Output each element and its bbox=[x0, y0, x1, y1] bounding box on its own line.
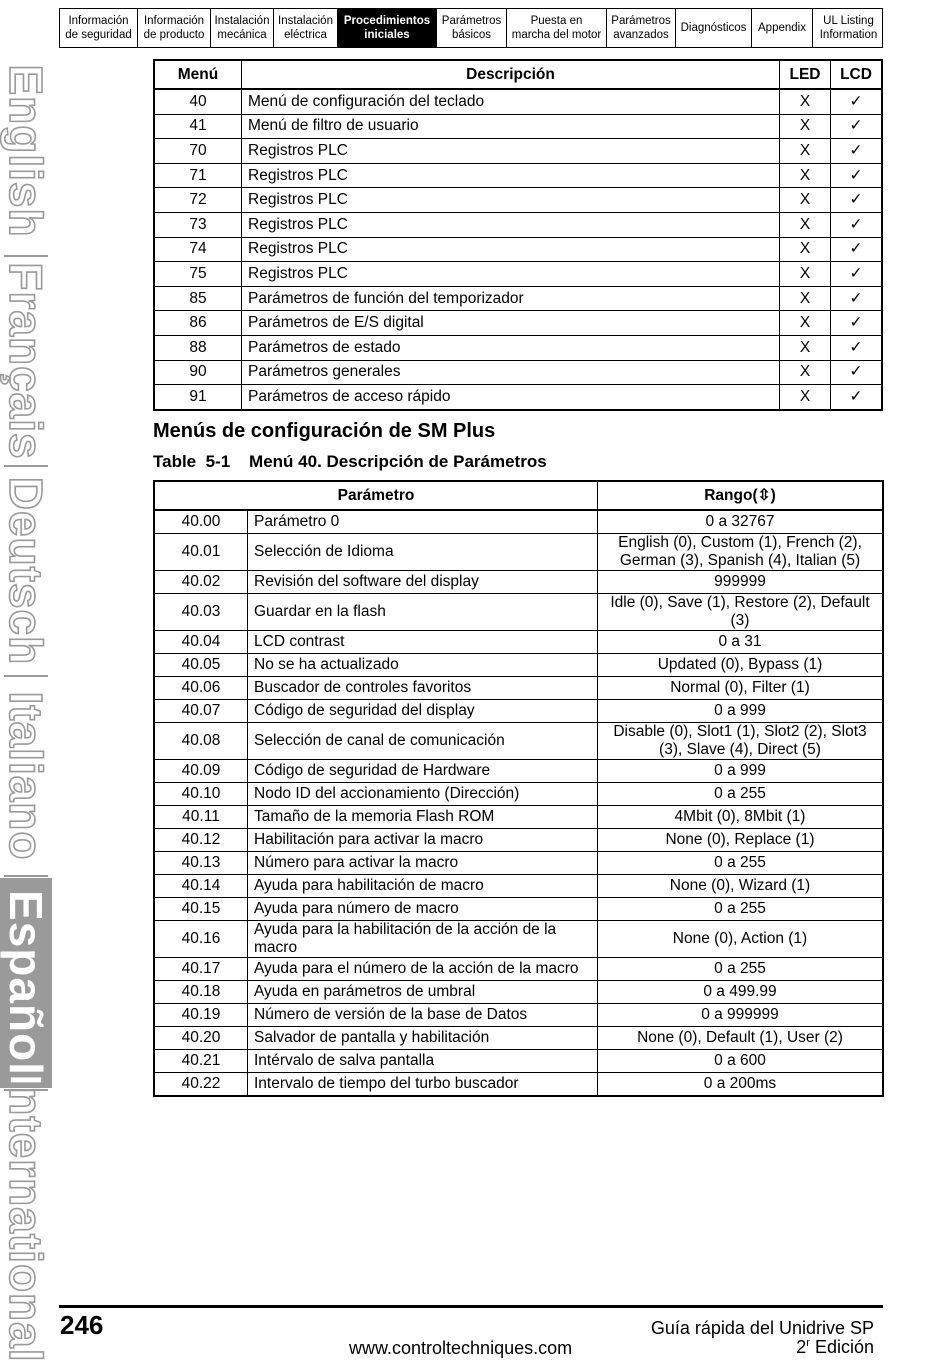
language-label: International bbox=[0, 1073, 52, 1363]
lcd-value: ✓ bbox=[831, 114, 883, 139]
menu-number: 86 bbox=[154, 311, 242, 336]
parameter-name: No se ha actualizado bbox=[248, 654, 598, 677]
lcd-col-header: LCD bbox=[831, 60, 883, 89]
edition-label bbox=[796, 1337, 874, 1358]
parameter-range: None (0), Action (1) bbox=[598, 921, 884, 958]
language-separator bbox=[4, 675, 48, 677]
parameter-range: None (0), Wizard (1) bbox=[598, 875, 884, 898]
nav-tab-1[interactable]: Información de producto bbox=[138, 9, 211, 47]
parameter-range: 4Mbit (0), 8Mbit (1) bbox=[598, 806, 884, 829]
table-row bbox=[154, 534, 883, 571]
parameter-name: Ayuda para la habilitación de la acción de la macro bbox=[248, 921, 598, 958]
table-row bbox=[154, 594, 883, 631]
nav-tab-9[interactable]: Appendix bbox=[752, 9, 813, 47]
menu-number: 70 bbox=[154, 139, 242, 164]
language-3[interactable] bbox=[0, 678, 52, 874]
menu-description: Parámetros de función del temporizador bbox=[242, 286, 780, 311]
parameter-range: Normal (0), Filter (1) bbox=[598, 677, 884, 700]
table-row bbox=[154, 783, 883, 806]
parameter-name: Ayuda en parámetros de umbral bbox=[248, 981, 598, 1004]
table-row bbox=[154, 262, 882, 287]
parameter-number: 40.16 bbox=[154, 921, 248, 958]
parameter-number: 40.07 bbox=[154, 700, 248, 723]
menu-table-header bbox=[154, 60, 882, 89]
menu-description: Menú de configuración del teclado bbox=[242, 89, 780, 114]
led-value: X bbox=[780, 163, 831, 188]
menu-number: 85 bbox=[154, 286, 242, 311]
table-row bbox=[154, 163, 882, 188]
led-value: X bbox=[780, 286, 831, 311]
language-separator bbox=[4, 875, 48, 877]
nav-tab-0[interactable]: Información de seguridad bbox=[60, 9, 138, 47]
table-row bbox=[154, 1073, 883, 1097]
menu-description: Parámetros de E/S digital bbox=[242, 311, 780, 336]
parameter-range: English (0), Custom (1), French (2), German (3), Spanish (4), Italian (5) bbox=[598, 534, 884, 571]
menu-number: 40 bbox=[154, 89, 242, 114]
table-row bbox=[154, 1004, 883, 1027]
table-row bbox=[154, 571, 883, 594]
lcd-value: ✓ bbox=[831, 212, 883, 237]
menu-number: 41 bbox=[154, 114, 242, 139]
nav-tab-2[interactable]: Instalación mecánica bbox=[211, 9, 274, 47]
table-row bbox=[154, 921, 883, 958]
edition-text: Edición bbox=[809, 1337, 874, 1357]
table-row bbox=[154, 286, 882, 311]
lcd-value: ✓ bbox=[831, 311, 883, 336]
parameter-name: Nodo ID del accionamiento (Dirección) bbox=[248, 783, 598, 806]
lcd-value: ✓ bbox=[831, 286, 883, 311]
nav-tab-8[interactable]: Diagnósticos bbox=[676, 9, 752, 47]
lcd-value: ✓ bbox=[831, 188, 883, 213]
table-row bbox=[154, 875, 883, 898]
table-row bbox=[154, 188, 882, 213]
table-row bbox=[154, 237, 882, 262]
parameter-name: Tamaño de la memoria Flash ROM bbox=[248, 806, 598, 829]
table-row bbox=[154, 311, 882, 336]
parameter-name: Selección de canal de comunicación bbox=[248, 723, 598, 760]
parameter-number: 40.22 bbox=[154, 1073, 248, 1097]
table-row bbox=[154, 114, 882, 139]
led-value: X bbox=[780, 139, 831, 164]
menu-number: 71 bbox=[154, 163, 242, 188]
parameter-number: 40.14 bbox=[154, 875, 248, 898]
menu-description: Menú de filtro de usuario bbox=[242, 114, 780, 139]
parameter-number: 40.18 bbox=[154, 981, 248, 1004]
parameter-range: 0 a 32767 bbox=[598, 510, 884, 534]
parameter-name: Ayuda para el número de la acción de la macro bbox=[248, 958, 598, 981]
language-1[interactable] bbox=[0, 258, 52, 464]
parameter-name: LCD contrast bbox=[248, 631, 598, 654]
parameter-range: 0 a 31 bbox=[598, 631, 884, 654]
menu-number: 72 bbox=[154, 188, 242, 213]
parameter-name: Ayuda para número de macro bbox=[248, 898, 598, 921]
menu-number: 74 bbox=[154, 237, 242, 262]
parameter-range: 0 a 999 bbox=[598, 700, 884, 723]
led-value: X bbox=[780, 89, 831, 114]
led-value: X bbox=[780, 360, 831, 385]
menu-description: Registros PLC bbox=[242, 237, 780, 262]
edition-superscript: r bbox=[806, 1337, 810, 1349]
nav-tab-4[interactable]: Procedimientos iniciales bbox=[338, 9, 437, 47]
parameter-number: 40.10 bbox=[154, 783, 248, 806]
parameter-name: Buscador de controles favoritos bbox=[248, 677, 598, 700]
table-row bbox=[154, 723, 883, 760]
lcd-value: ✓ bbox=[831, 360, 883, 385]
menu-description: Registros PLC bbox=[242, 163, 780, 188]
parameter-number: 40.21 bbox=[154, 1050, 248, 1073]
parameter-range: None (0), Replace (1) bbox=[598, 829, 884, 852]
language-4[interactable] bbox=[0, 878, 52, 1088]
menu-table bbox=[153, 59, 883, 411]
language-label: Deutsch bbox=[0, 476, 52, 666]
table-row bbox=[154, 852, 883, 875]
parameter-range: 0 a 499.99 bbox=[598, 981, 884, 1004]
parameter-number: 40.06 bbox=[154, 677, 248, 700]
parameter-number: 40.00 bbox=[154, 510, 248, 534]
parameter-name: Código de seguridad de Hardware bbox=[248, 760, 598, 783]
language-label: English bbox=[0, 64, 52, 238]
table-row bbox=[154, 958, 883, 981]
parameter-col-header: Parámetro bbox=[154, 481, 598, 510]
parameter-name: Número para activar la macro bbox=[248, 852, 598, 875]
range-col-header: Rango(⇳) bbox=[598, 481, 884, 510]
menu-number: 90 bbox=[154, 360, 242, 385]
page-number: 246 bbox=[60, 1310, 104, 1340]
parameter-name: Parámetro 0 bbox=[248, 510, 598, 534]
parameter-range: Updated (0), Bypass (1) bbox=[598, 654, 884, 677]
led-value: X bbox=[780, 262, 831, 287]
lcd-value: ✓ bbox=[831, 89, 883, 114]
parameter-number: 40.05 bbox=[154, 654, 248, 677]
language-separator bbox=[4, 255, 48, 257]
parameter-number: 40.09 bbox=[154, 760, 248, 783]
description-col-header: Descripción bbox=[242, 60, 780, 89]
lcd-value: ✓ bbox=[831, 139, 883, 164]
language-label: Italiano bbox=[0, 691, 52, 861]
parameter-range: 0 a 255 bbox=[598, 958, 884, 981]
menu-number: 91 bbox=[154, 385, 242, 410]
nav-tab-10[interactable]: UL Listing Information bbox=[819, 15, 878, 41]
table-row bbox=[154, 760, 883, 783]
table-row bbox=[154, 631, 883, 654]
menu-number: 88 bbox=[154, 335, 242, 360]
parameter-range: 0 a 999 bbox=[598, 760, 884, 783]
language-separator bbox=[4, 465, 48, 467]
parameter-name: Ayuda para habilitación de macro bbox=[248, 875, 598, 898]
led-value: X bbox=[780, 311, 831, 336]
parameter-number: 40.20 bbox=[154, 1027, 248, 1050]
edition-number: 2 bbox=[796, 1337, 807, 1357]
table-row bbox=[154, 981, 883, 1004]
led-value: X bbox=[780, 114, 831, 139]
language-sidebar bbox=[0, 48, 52, 1363]
table-row bbox=[154, 654, 883, 677]
parameter-number: 40.01 bbox=[154, 534, 248, 571]
footer-rule bbox=[59, 1305, 883, 1308]
lcd-value: ✓ bbox=[831, 163, 883, 188]
parameter-range: Disable (0), Slot1 (1), Slot2 (2), Slot3 (3), Slave (4), Direct (5) bbox=[598, 723, 884, 760]
lcd-value: ✓ bbox=[831, 385, 883, 410]
top-navigation bbox=[59, 8, 883, 48]
nav-tab-5[interactable]: Parámetros básicos bbox=[437, 9, 507, 47]
menu-col-header: Menú bbox=[154, 60, 242, 89]
table-row bbox=[154, 1027, 883, 1050]
led-value: X bbox=[780, 237, 831, 262]
lcd-value: ✓ bbox=[831, 335, 883, 360]
parameter-number: 40.03 bbox=[154, 594, 248, 631]
section-heading: Menús de configuración de SM Plus bbox=[153, 420, 496, 442]
led-value: X bbox=[780, 212, 831, 237]
language-5[interactable] bbox=[0, 1073, 52, 1363]
table-row bbox=[154, 89, 882, 114]
menu-description: Parámetros de estado bbox=[242, 335, 780, 360]
led-col-header: LED bbox=[780, 60, 831, 89]
parameter-number: 40.15 bbox=[154, 898, 248, 921]
parameter-range: Idle (0), Save (1), Restore (2), Default (3) bbox=[598, 594, 884, 631]
parameter-name: Salvador de pantalla y habilitación bbox=[248, 1027, 598, 1050]
parameter-range: 0 a 255 bbox=[598, 783, 884, 806]
nav-tab-7[interactable]: Parámetros avanzados bbox=[607, 9, 676, 47]
parameter-name: Intérvalo de salva pantalla bbox=[248, 1050, 598, 1073]
table-row bbox=[154, 677, 883, 700]
parameter-range: 0 a 999999 bbox=[598, 1004, 884, 1027]
table-row bbox=[154, 360, 882, 385]
table-row bbox=[154, 1050, 883, 1073]
table-row bbox=[154, 510, 883, 534]
parameter-number: 40.04 bbox=[154, 631, 248, 654]
parameter-name: Código de seguridad del display bbox=[248, 700, 598, 723]
parameter-name: Guardar en la flash bbox=[248, 594, 598, 631]
parameter-number: 40.08 bbox=[154, 723, 248, 760]
parameter-name: Selección de Idioma bbox=[248, 534, 598, 571]
lcd-value: ✓ bbox=[831, 262, 883, 287]
parameter-number: 40.02 bbox=[154, 571, 248, 594]
led-value: X bbox=[780, 188, 831, 213]
parameter-range: 0 a 255 bbox=[598, 898, 884, 921]
table-row bbox=[154, 700, 883, 723]
website-url: www.controltechniques.com bbox=[349, 1338, 573, 1358]
parameter-number: 40.17 bbox=[154, 958, 248, 981]
language-2[interactable] bbox=[0, 468, 52, 674]
parameter-number: 40.19 bbox=[154, 1004, 248, 1027]
guide-title: Guía rápida del Unidrive SP bbox=[650, 1318, 874, 1338]
parameter-number: 40.12 bbox=[154, 829, 248, 852]
parameter-number: 40.13 bbox=[154, 852, 248, 875]
parameter-table bbox=[153, 480, 884, 1097]
table-row bbox=[154, 829, 883, 852]
language-0[interactable] bbox=[0, 48, 52, 254]
language-label: Français bbox=[0, 262, 52, 460]
menu-description: Registros PLC bbox=[242, 139, 780, 164]
menu-description: Parámetros generales bbox=[242, 360, 780, 385]
parameter-number: 40.11 bbox=[154, 806, 248, 829]
table-row bbox=[154, 898, 883, 921]
parameter-range: 0 a 255 bbox=[598, 852, 884, 875]
language-label: Español bbox=[0, 890, 52, 1076]
nav-tab-3[interactable]: Instalación eléctrica bbox=[274, 9, 338, 47]
nav-tab-6[interactable]: Puesta en marcha del motor bbox=[507, 9, 607, 47]
menu-description: Registros PLC bbox=[242, 188, 780, 213]
table-row bbox=[154, 335, 882, 360]
led-value: X bbox=[780, 385, 831, 410]
table-caption: Table 5-1 Menú 40. Descripción de Parámetros bbox=[153, 452, 547, 471]
menu-description: Parámetros de acceso rápido bbox=[242, 385, 780, 410]
parameter-name: Habilitación para activar la macro bbox=[248, 829, 598, 852]
menu-description: Registros PLC bbox=[242, 212, 780, 237]
table-row bbox=[154, 139, 882, 164]
parameter-range: None (0), Default (1), User (2) bbox=[598, 1027, 884, 1050]
table-row bbox=[154, 385, 882, 410]
parameter-name: Número de versión de la base de Datos bbox=[248, 1004, 598, 1027]
parameter-range: 0 a 200ms bbox=[598, 1073, 884, 1097]
parameter-range: 0 a 600 bbox=[598, 1050, 884, 1073]
table-row bbox=[154, 212, 882, 237]
parameter-name: Intervalo de tiempo del turbo buscador bbox=[248, 1073, 598, 1097]
parameter-name: Revisión del software del display bbox=[248, 571, 598, 594]
parameter-range: 999999 bbox=[598, 571, 884, 594]
menu-description: Registros PLC bbox=[242, 262, 780, 287]
menu-number: 75 bbox=[154, 262, 242, 287]
menu-number: 73 bbox=[154, 212, 242, 237]
table-row bbox=[154, 806, 883, 829]
parameter-table-header bbox=[154, 481, 883, 510]
lcd-value: ✓ bbox=[831, 237, 883, 262]
led-value: X bbox=[780, 335, 831, 360]
